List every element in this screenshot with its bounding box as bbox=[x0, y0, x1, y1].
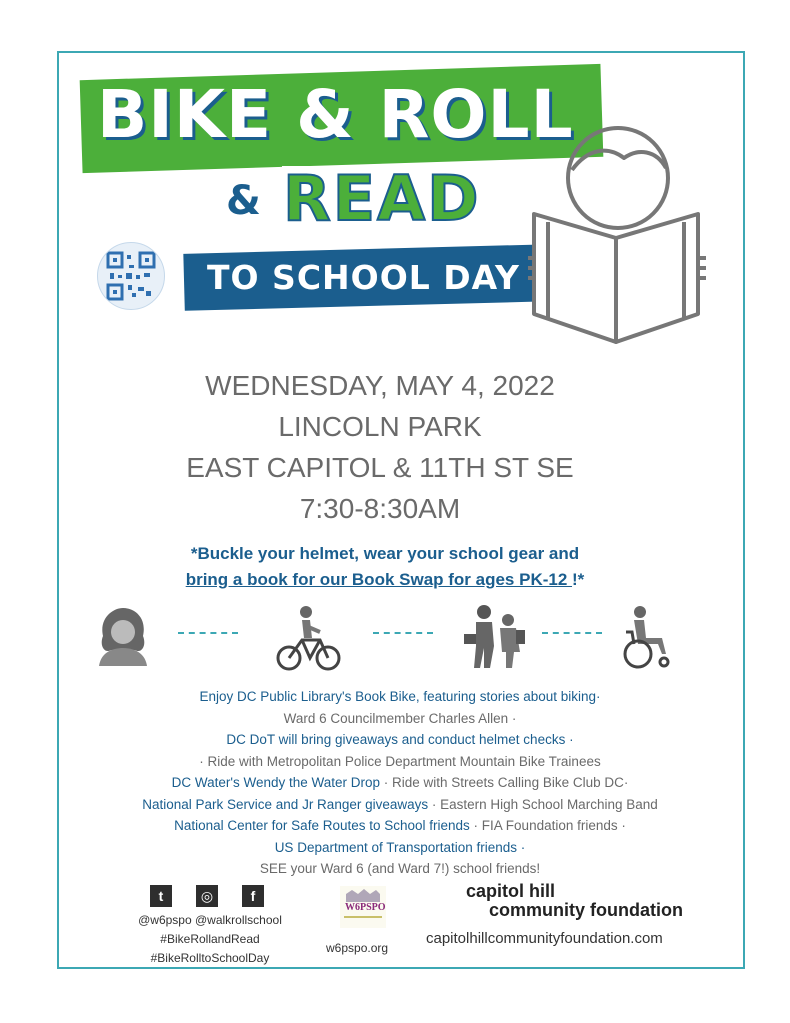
child-reading-book-icon bbox=[528, 118, 708, 353]
list-item: US Department of Transportation friends · bbox=[274, 839, 526, 855]
attractions-list bbox=[60, 686, 740, 880]
dash-connector bbox=[178, 632, 238, 634]
instructions-line2 bbox=[100, 567, 670, 593]
handles-line: @w6pspo @walkrollschool bbox=[138, 913, 282, 927]
list-item: DC DoT will bring giveaways and conduct helmet checks · bbox=[226, 732, 574, 747]
walking-students-icon bbox=[462, 604, 526, 670]
instagram-icon[interactable]: ◎ bbox=[196, 885, 218, 907]
chcf-website-link[interactable]: capitolhillcommunityfoundation.com bbox=[426, 930, 663, 947]
title-ampersand: & bbox=[226, 178, 261, 224]
facebook-icon[interactable]: f bbox=[242, 885, 264, 907]
national-park-service-item: National Park Service and Jr Ranger giveaways bbox=[142, 796, 429, 812]
title-to-school-day: TO SCHOOL DAY bbox=[207, 258, 520, 297]
event-details bbox=[150, 365, 610, 529]
list-item bbox=[60, 815, 740, 837]
w6pspo-logo-text: W6PSPO bbox=[345, 902, 386, 913]
bicycle-rider-icon bbox=[276, 604, 342, 674]
social-handles bbox=[130, 911, 290, 968]
hashtag-line: #BikeRollandRead bbox=[160, 932, 260, 946]
list-item bbox=[60, 686, 740, 708]
twitter-icon[interactable]: t bbox=[150, 885, 172, 907]
separator-dot: · bbox=[596, 689, 601, 704]
fia-foundation-item: · FIA Foundation friends · bbox=[469, 818, 626, 833]
event-place: LINCOLN PARK bbox=[278, 411, 482, 442]
streets-calling-item: · Ride with Streets Calling Bike Club DC· bbox=[380, 775, 629, 790]
library-book-bike: Enjoy DC Public Library's Book Bike, featuring stories about biking bbox=[199, 689, 597, 704]
w6pspo-logo bbox=[340, 886, 386, 928]
marching-band-item: · Eastern High School Marching Band bbox=[428, 796, 658, 812]
dc-water-item: DC Water's Wendy the Water Drop bbox=[171, 775, 381, 790]
list-item: SEE your Ward 6 (and Ward 7!) school friends! bbox=[259, 861, 541, 876]
instructions-line1: *Buckle your helmet, wear your school gear and bbox=[190, 544, 580, 563]
icon-row bbox=[90, 604, 680, 674]
safe-routes-item: National Center for Safe Routes to School friends bbox=[174, 818, 470, 833]
list-item bbox=[60, 772, 740, 794]
event-address: EAST CAPITOL & 11TH ST SE bbox=[186, 452, 574, 483]
list-item bbox=[60, 794, 740, 816]
hashtag-line: #BikeRolltoSchoolDay bbox=[150, 951, 270, 965]
dash-connector bbox=[542, 632, 602, 634]
title-bike-and-roll: BIKE & ROLL bbox=[97, 76, 574, 153]
event-date: WEDNESDAY, MAY 4, 2022 bbox=[205, 370, 555, 401]
book-swap-link[interactable]: bring a book for our Book Swap for ages PK-12 bbox=[185, 570, 573, 589]
chcf-logo-line2: community foundation bbox=[489, 900, 683, 920]
event-time: 7:30-8:30AM bbox=[299, 493, 461, 524]
instructions bbox=[100, 541, 670, 593]
title-read: READ bbox=[283, 162, 481, 235]
wheelchair-icon bbox=[618, 604, 672, 670]
dash-connector bbox=[373, 632, 433, 634]
w6pspo-website-link[interactable]: w6pspo.org bbox=[326, 941, 389, 955]
child-face-icon bbox=[95, 606, 151, 666]
instructions-line2-end: !* bbox=[572, 570, 585, 589]
social-icons bbox=[150, 885, 288, 907]
list-item: · Ride with Metropolitan Police Department Mountain Bike Trainees bbox=[199, 753, 601, 769]
chcf-logo-line1: capitol hill bbox=[466, 881, 556, 901]
qr-code-icon[interactable] bbox=[97, 242, 165, 310]
list-item: Ward 6 Councilmember Charles Allen · bbox=[283, 710, 517, 726]
